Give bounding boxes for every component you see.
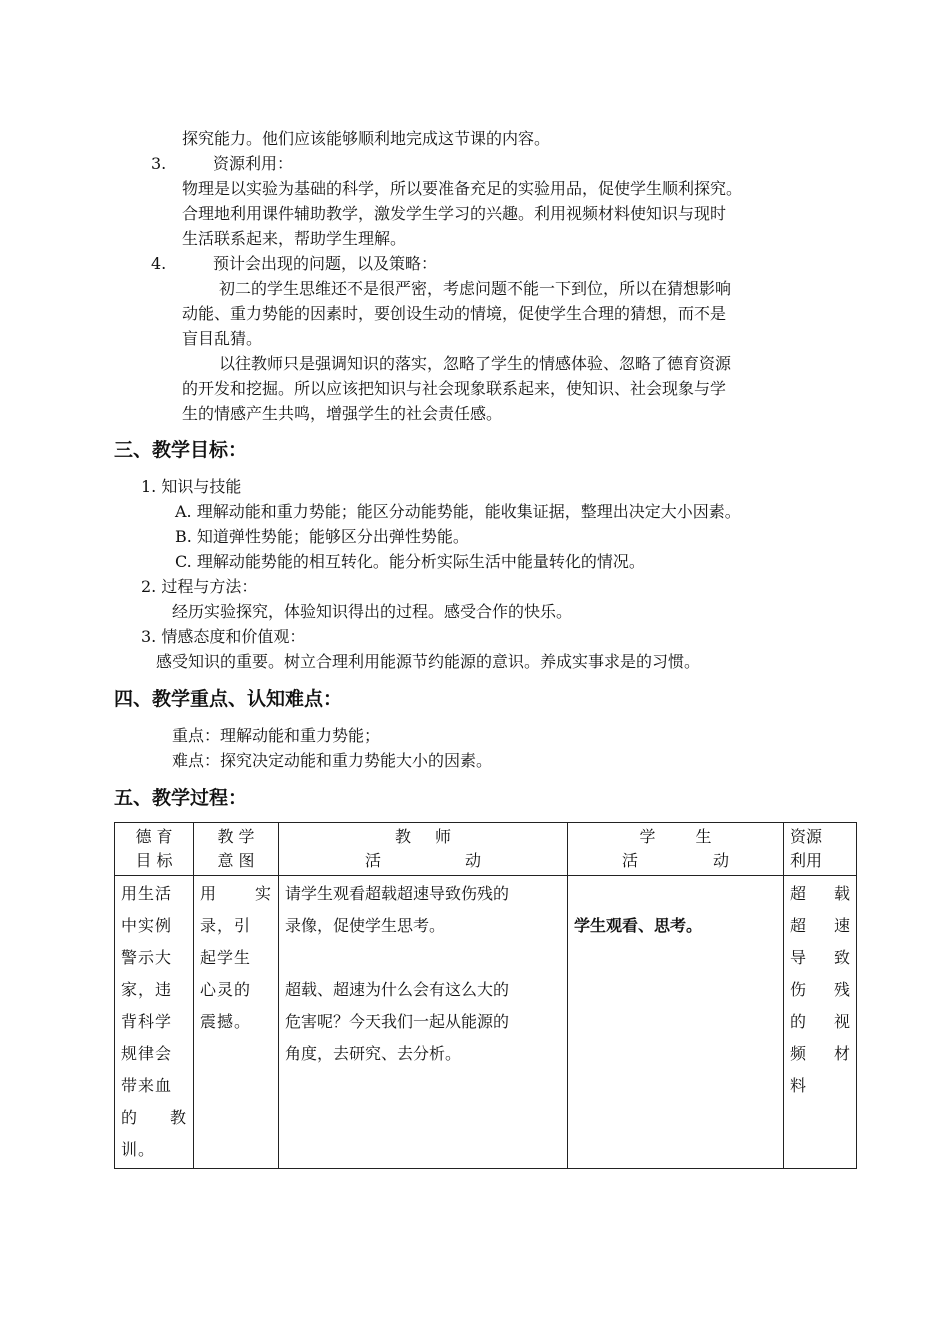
- item-title: 资源利用：: [213, 154, 294, 173]
- analysis-line: 生活联系起来，帮助学生理解。: [182, 229, 407, 248]
- moral-goal-cell: 用生活 中实例 警示大 家，违 背科学 规律会 带来血 的 教 训。: [115, 876, 194, 1169]
- analysis-line: 动能、重力势能的因素时，要创设生动的情境，促使学生合理的猜想，而不是: [182, 304, 727, 323]
- header-moral-goal: 德 育 目 标: [115, 823, 194, 876]
- analysis-line: 探究能力。他们应该能够顺利地完成这节课的内容。: [182, 129, 551, 148]
- goal-item: 1. 知识与技能: [141, 477, 242, 496]
- section-heading: 五、教学过程：: [114, 787, 248, 809]
- teacher-activity-cell: 请学生观看超载超速导致伤残的 录像，促使学生思考。 超载、超速为什么会有这么大的 危害呢？今天我们一起从能源的 角度，去研究、去分析。: [279, 876, 568, 1169]
- header-teacher-activity: 教 师 活 动: [279, 823, 568, 876]
- analysis-line: 的开发和挖掘。所以应该把知识与社会现象联系起来，使知识、社会现象与学: [182, 379, 727, 398]
- teaching-process-table: [114, 822, 857, 1169]
- goal-text: 感受知识的重要。树立合理利用能源节约能源的意识。养成实事求是的习惯。: [156, 652, 701, 671]
- analysis-line: 初二的学生思维还不是很严密，考虑问题不能一下到位，所以在猜想影响: [219, 279, 732, 298]
- analysis-line: 以往教师只是强调知识的落实，忽略了学生的情感体验、忽略了德育资源: [219, 354, 732, 373]
- goal-item: 3. 情感态度和价值观：: [141, 627, 306, 646]
- goal-subitem: C. 理解动能势能的相互转化。能分析实际生活中能量转化的情况。: [175, 552, 645, 571]
- goal-subitem: A. 理解动能和重力势能；能区分动能势能，能收集证据，整理出决定大小因素。: [175, 502, 741, 521]
- student-activity-cell: 学生观看、思考。: [568, 876, 784, 1169]
- item-title: 预计会出现的问题，以及策略：: [213, 254, 438, 273]
- header-student-activity: 学 生 活 动: [568, 823, 784, 876]
- goal-text: 经历实验探究，体验知识得出的过程。感受合作的快乐。: [172, 602, 573, 621]
- analysis-line: 物理是以实验为基础的科学，所以要准备充足的实验用品，促使学生顺利探究。: [182, 179, 743, 198]
- resource-use-cell: 超 载 超 速 导 致 伤 残 的 视 频 材 料: [784, 876, 857, 1169]
- key-point: 重点：理解动能和重力势能；: [172, 726, 381, 745]
- analysis-line: 生的情感产生共鸣，增强学生的社会责任感。: [182, 404, 503, 423]
- teaching-intent-cell: 用 实 录，引 起学生 心灵的 震撼。: [194, 876, 279, 1169]
- section-heading: 四、教学重点、认知难点：: [114, 688, 343, 710]
- difficult-point: 难点：探究决定动能和重力势能大小的因素。: [172, 751, 493, 770]
- table-header-row: [115, 823, 857, 876]
- item-number: 4.: [151, 254, 167, 273]
- header-resource-use: 资源 利用: [784, 823, 857, 876]
- goal-item: 2. 过程与方法：: [141, 577, 258, 596]
- header-teaching-intent: 教 学 意 图: [194, 823, 279, 876]
- analysis-line: 合理地利用课件辅助教学，激发学生学习的兴趣。利用视频材料使知识与现时: [182, 204, 727, 223]
- table-row: [115, 876, 857, 1169]
- goal-subitem: B. 知道弹性势能；能够区分出弹性势能。: [175, 527, 469, 546]
- analysis-line: 盲目乱猜。: [182, 329, 263, 348]
- section-heading: 三、教学目标：: [114, 439, 248, 461]
- item-number: 3.: [151, 154, 167, 173]
